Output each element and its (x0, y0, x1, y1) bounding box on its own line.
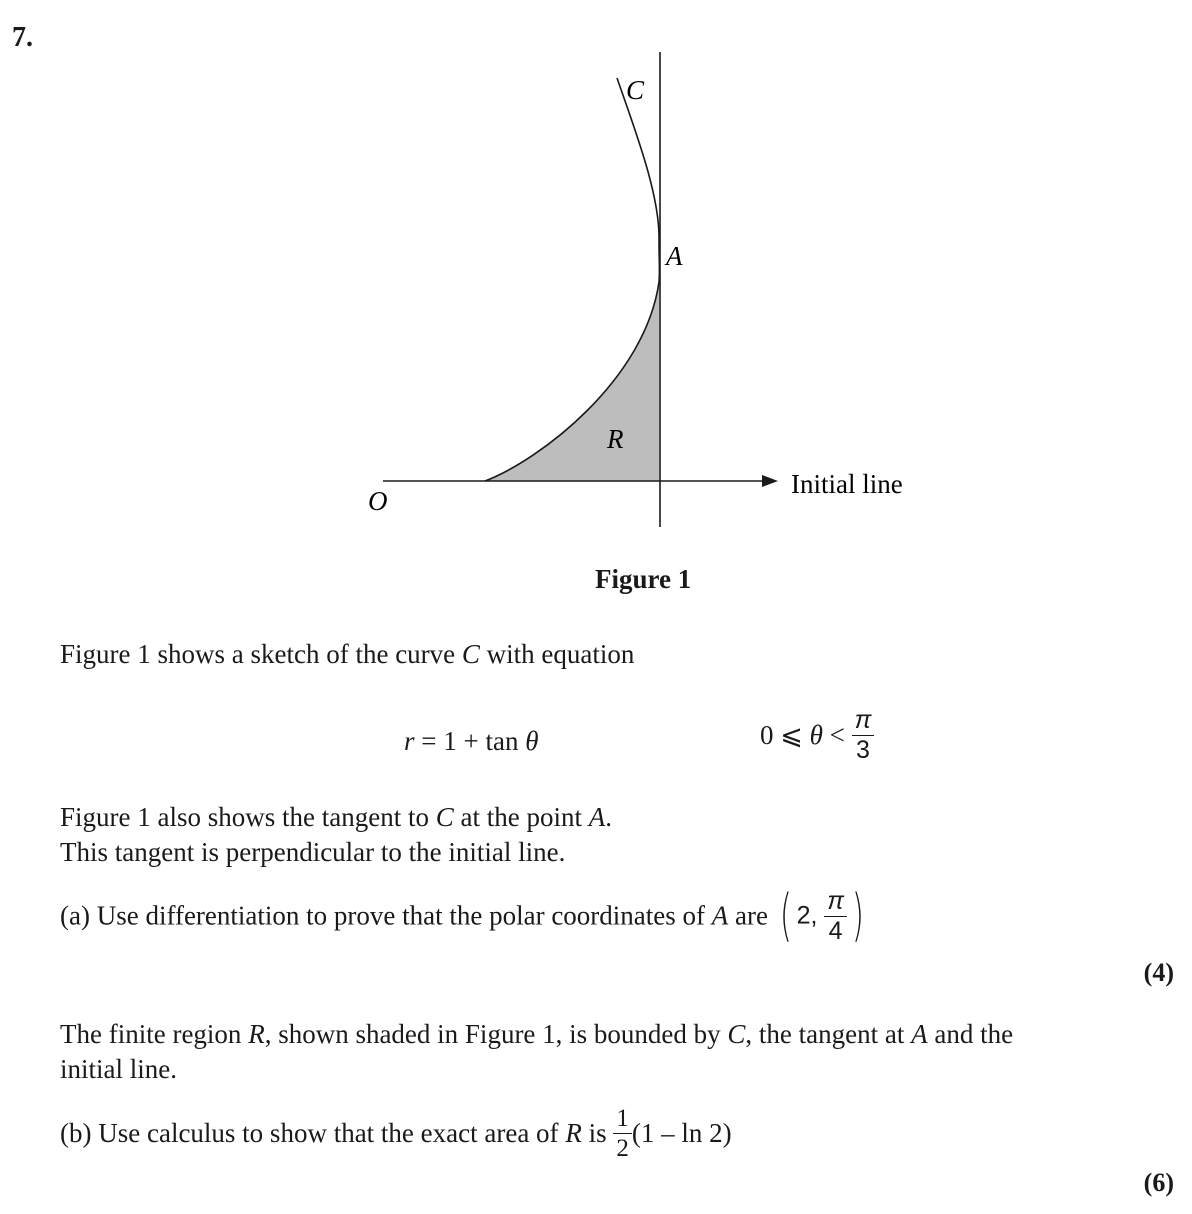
part-b-marks: (6) (1143, 1168, 1174, 1197)
coord-fraction: $\frac{\pi}{4}$ (824, 889, 847, 944)
shaded-region-r (485, 282, 659, 481)
tangent-description: Figure 1 also shows the tangent to C at the point A. This tangent is perpendicular to the initial line. (60, 802, 612, 867)
label-c: C (626, 75, 645, 105)
label-r: R (607, 424, 624, 454)
figure-caption: Figure 1 (595, 564, 692, 594)
equation: r = 1 + tan θ (404, 726, 539, 756)
arrow-head-icon (762, 475, 778, 487)
range-fraction: $\frac{\pi}{3}$ (852, 708, 875, 763)
region-description: The finite region R, shown shaded in Figure 1, is bounded by C, the tangent at A and the initial line. (60, 1019, 1014, 1084)
label-a: A (666, 241, 683, 271)
area-fraction: $\frac{1}{2}$ (613, 1106, 632, 1161)
part-a-marks: (4) (1143, 958, 1174, 987)
label-initial-line: Initial line (791, 469, 903, 499)
intro-text: Figure 1 shows a sketch of the curve C with equation (60, 639, 635, 669)
part-b-text: (b) Use calculus to show that the exact area of R is $\frac{1}{2}$ (1 – ln 2) (60, 1105, 732, 1162)
part-a-text: (a) Use differentiation to prove that the polar coordinates of A are ( 2, $\frac{\pi}{4}$ ) (60, 883, 864, 948)
figure-1-diagram (0, 0, 1192, 560)
question-number: 7. (12, 22, 33, 53)
theta-range: 0 ⩽ θ < $\frac{\pi}{3}$ (760, 708, 874, 763)
label-o: O (368, 486, 388, 516)
